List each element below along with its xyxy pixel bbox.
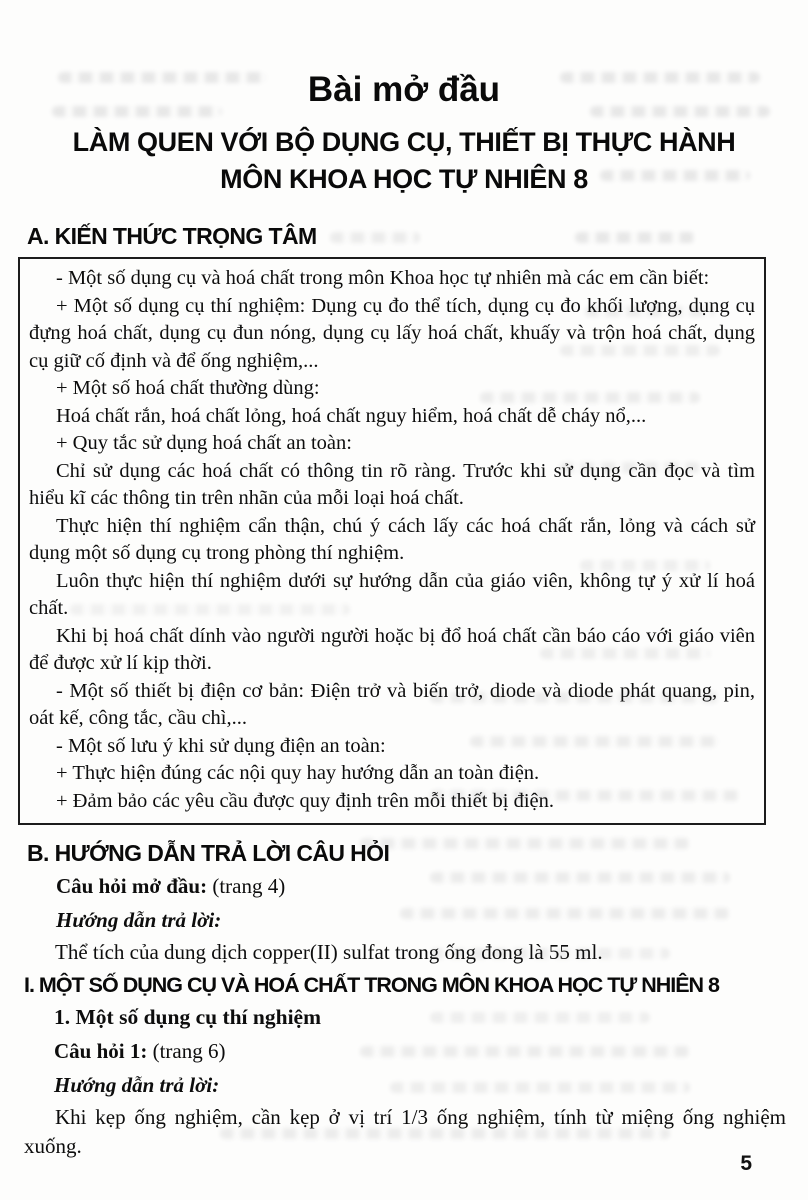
key-point-paragraph: + Thực hiện đúng các nội quy hay hướng dẫn an toàn điện. [56, 762, 540, 784]
section-b-heading: B. HƯỚNG DẪN TRẢ LỜI CÂU HỎI [27, 840, 390, 866]
question-opening-page-ref: (trang 4) [212, 874, 286, 898]
answer-guide-heading-2 [54, 1071, 808, 1100]
answer-1-text: Khi kẹp ống nghiệm, cần kẹp ở vị trí 1/3 ống nghiệm, tính từ miệng ống nghiệm xuống. [24, 1105, 786, 1158]
page-header [0, 0, 808, 198]
answer-guide-label-2: Hướng dẫn trả lời: [54, 1073, 220, 1097]
key-point-paragraph: - Một số lưu ý khi sử dụng điện an toàn: [56, 734, 386, 757]
question-opening [56, 872, 808, 901]
subsection-1-heading: 1. Một số dụng cụ thí nghiệm [54, 1005, 321, 1029]
answer-opening-text: Thể tích của dung dịch copper(II) sulfat trong ống đong là 55 ml. [55, 940, 603, 964]
key-point-paragraph: + Một số dụng cụ thí nghiệm: Dụng cụ đo thể tích, dụng cụ đo khối lượng, dụng cụ đựng hoá chất, dụng cụ đun nóng, dụng cụ lấy hoá chất, khuấy và trộn hoá chất, dụng cụ giữ cố định và để ống nghiệm,... [29, 294, 755, 372]
question-1-page-ref: (trang 6) [152, 1039, 226, 1063]
answer-guide-label: Hướng dẫn trả lời: [56, 908, 222, 932]
section-a-heading: A. KIẾN THỨC TRỌNG TÂM [27, 223, 317, 249]
lesson-label: Bài mở đầu [307, 70, 501, 109]
key-point-paragraph: Thực hiện thí nghiệm cẩn thận, chú ý cách lấy các hoá chất rắn, lỏng và cách sử dụng một số dụng cụ trong phòng thí nghiệm. [29, 514, 755, 564]
key-point-paragraph: - Một số dụng cụ và hoá chất trong môn Khoa học tự nhiên mà các em cần biết: [56, 267, 710, 289]
lesson-title [0, 124, 808, 198]
key-point-paragraph: Chỉ sử dụng các hoá chất có thông tin rõ ràng. Trước khi sử dụng cần đọc và tìm hiểu kĩ các thông tin trên nhãn của mỗi loại hoá chất. [29, 459, 755, 509]
answer-guide-heading [56, 906, 808, 935]
key-points-box [18, 257, 766, 825]
section-i-heading: I. MỘT SỐ DỤNG CỤ VÀ HOÁ CHẤT TRONG MÔN KHOA HỌC TỰ NHIÊN 8 [24, 973, 720, 997]
key-point-paragraph: - Một số thiết bị điện cơ bản: Điện trở và biến trở, diode và diode phát quang, pin, oát kế, công tắc, cầu chì,... [29, 679, 755, 729]
lesson-title-line1: LÀM QUEN VỚI BỘ DỤNG CỤ, THIẾT BỊ THỰC HÀNH [72, 127, 736, 157]
question-1-label: Câu hỏi 1: [54, 1039, 148, 1063]
question-1 [54, 1037, 808, 1066]
question-opening-label: Câu hỏi mở đầu: [56, 874, 208, 898]
key-point-paragraph: + Quy tắc sử dụng hoá chất an toàn: [56, 432, 352, 454]
key-point-paragraph: Hoá chất rắn, hoá chất lỏng, hoá chất nguy hiểm, hoá chất dễ cháy nổ,... [56, 404, 647, 427]
key-point-paragraph: + Đảm bảo các yêu cầu được quy định trên mỗi thiết bị điện. [56, 789, 555, 812]
key-point-paragraph: Luôn thực hiện thí nghiệm dưới sự hướng dẫn của giáo viên, không tự ý xử lí hoá chất. [29, 569, 755, 619]
lesson-title-line2: MÔN KHOA HỌC TỰ NHIÊN 8 [220, 164, 588, 194]
page-number: 5 [740, 1152, 752, 1175]
key-point-paragraph: + Một số hoá chất thường dùng: [56, 377, 320, 399]
key-point-paragraph: Khi bị hoá chất dính vào người người hoặc bị đổ hoá chất cần báo cáo với giáo viên để được xử lí kịp thời. [29, 624, 755, 674]
